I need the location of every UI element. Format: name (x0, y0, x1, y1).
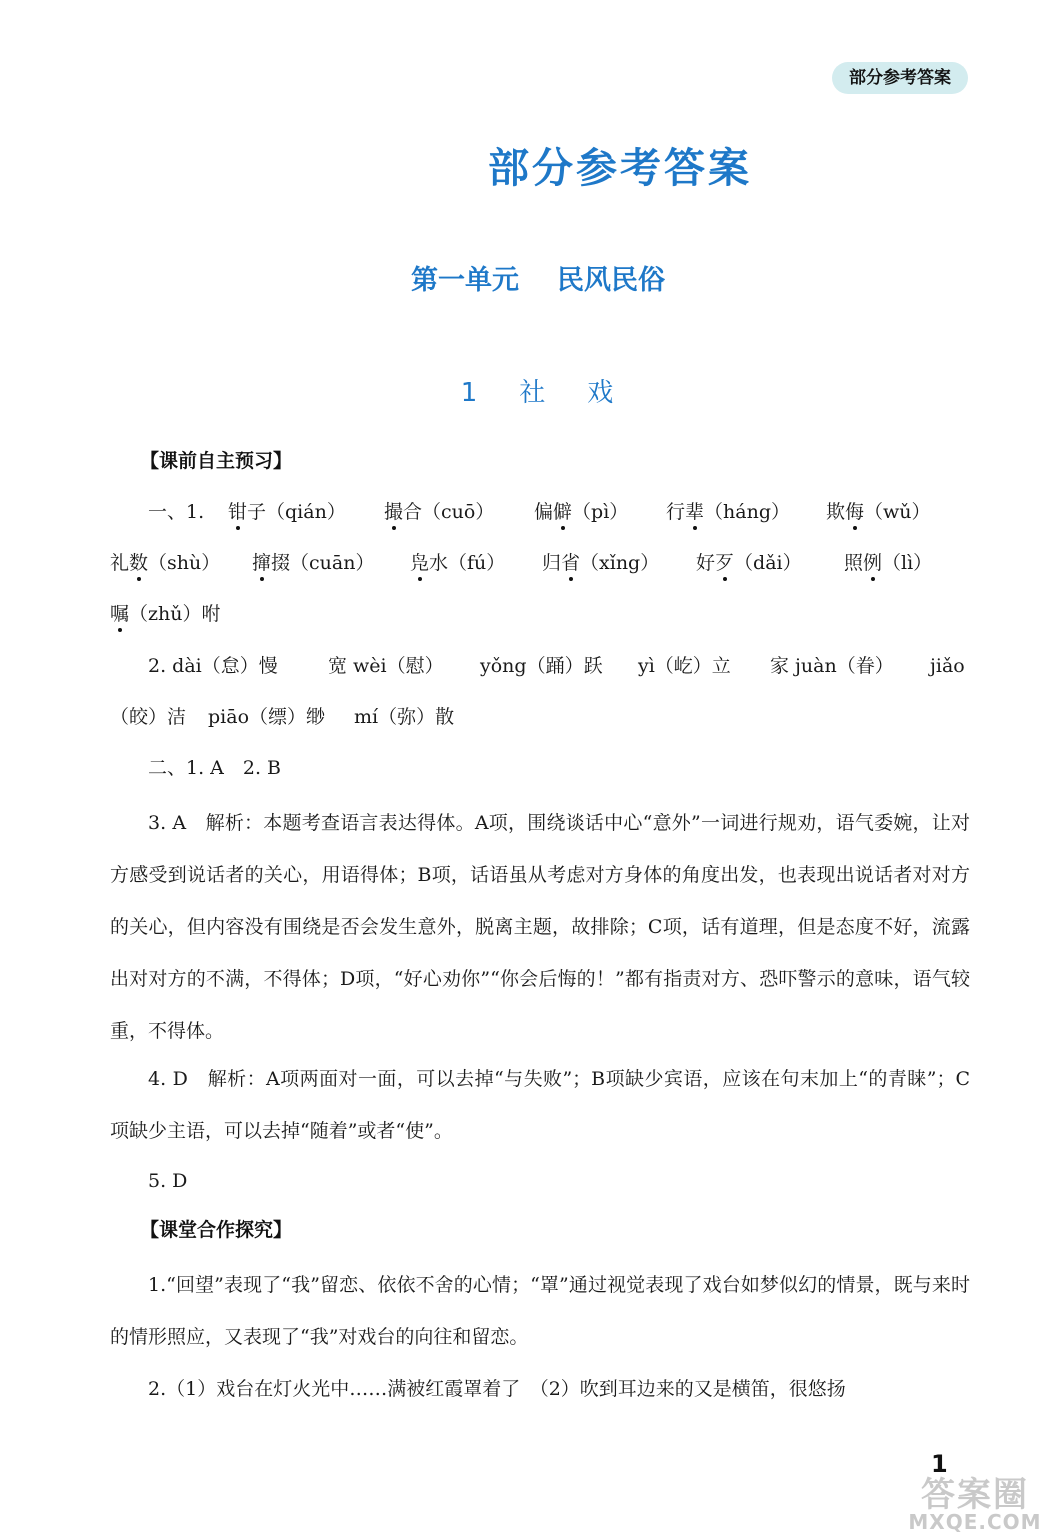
pinyin-item: 好歹（dǎi） (696, 543, 802, 583)
pinyin-row-3 (110, 594, 970, 634)
word-item: piāo（缥）缈 (208, 706, 326, 728)
question-label: 一、1. (148, 501, 205, 523)
pinyin-row-2 (110, 543, 970, 583)
header-badge: 部分参考答案 (832, 62, 968, 94)
word-item: 2. dài（怠）慢 (148, 655, 278, 677)
unit-name: 民风民俗 (557, 265, 665, 296)
pinyin-item: 嘱（zhǔ）咐 (110, 594, 221, 634)
pinyin-item: 照例（lì） (844, 543, 932, 583)
pinyin-item: 偏僻（pì） (534, 492, 628, 532)
pinyin-item: 撮合（cuō） (384, 492, 494, 532)
word-item: （皎）洁 (110, 706, 187, 728)
pinyin-item: 欺侮（wǔ） (826, 492, 931, 532)
pinyin-item: 礼数（shù） (110, 543, 220, 583)
pinyin-item: 行辈（háng） (666, 492, 790, 532)
answer-q4: 4. D 解析：A项两面对一面，可以去掉“与失败”；B项缺少宾语，应该在句末加上“的青睐”；C项缺少主语，可以去掉“随着”或者“使”。 (110, 1068, 970, 1142)
answer-p2: 2.（1）戏台在灯火光中……满被红霞罩着了 （2）吹到耳边来的又是横笛，很悠扬 (148, 1378, 846, 1400)
word-item: jiǎo (930, 655, 965, 677)
word-item: mí（弥）散 (354, 706, 455, 728)
section-heading-preview: 【课前自主预习】 (140, 450, 293, 472)
answer-q3: 3. A 解析：本题考查语言表达得体。A项，围绕谈话中心“意外”一词进行规劝，语气委婉，让对方感受到说话者的关心，用语得体；B项，话语虽从考虑对方身体的角度出发，也表现出说话者对对方的关心，但内容没有围绕是否会发生意外，脱离主题，故排除；C项，话有道理，但是态度不好，流露出对对方的不满，不得体；D项，“好心劝你”“你会后悔的！”都有指责对方、恐吓警示的意味，语气较重，不得体。 (110, 812, 970, 1042)
answer-row: 二、1. A 2. B (148, 757, 282, 779)
answer-q5: 5. D (148, 1170, 188, 1192)
page-number: 1 (931, 1450, 948, 1478)
answer-p1: 1.“回望”表现了“我”留恋、依依不舍的心情；“罩”通过视觉表现了戏台如梦似幻的情景，既与来时的情形照应，又表现了“我”对戏台的向往和留恋。 (110, 1274, 970, 1348)
pinyin-item: 凫水（fú） (410, 543, 505, 583)
page-title: 部分参考答案 (488, 144, 752, 192)
word-item: yǒng（踊）跃 (480, 655, 603, 677)
word-row-2 (110, 697, 970, 737)
unit-number: 第一单元 (411, 265, 519, 296)
pinyin-item: 归省（xǐng） (542, 543, 659, 583)
word-row-1 (148, 646, 970, 686)
pinyin-item: 撺掇（cuān） (252, 543, 374, 583)
unit-heading (0, 258, 1059, 297)
word-item: 家 juàn（眷） (770, 655, 894, 677)
section-heading-cooperation: 【课堂合作探究】 (140, 1219, 293, 1241)
watermark-logo: 答案圈 MXQE.COM (908, 1475, 1042, 1534)
word-item: yì（屹）立 (638, 655, 731, 677)
word-item: 宽 wèi（慰） (328, 655, 444, 677)
pinyin-row-1 (148, 492, 970, 532)
pinyin-item: 钳子（qián） (228, 492, 346, 532)
lesson-title: 1 社 戏 (460, 378, 622, 408)
